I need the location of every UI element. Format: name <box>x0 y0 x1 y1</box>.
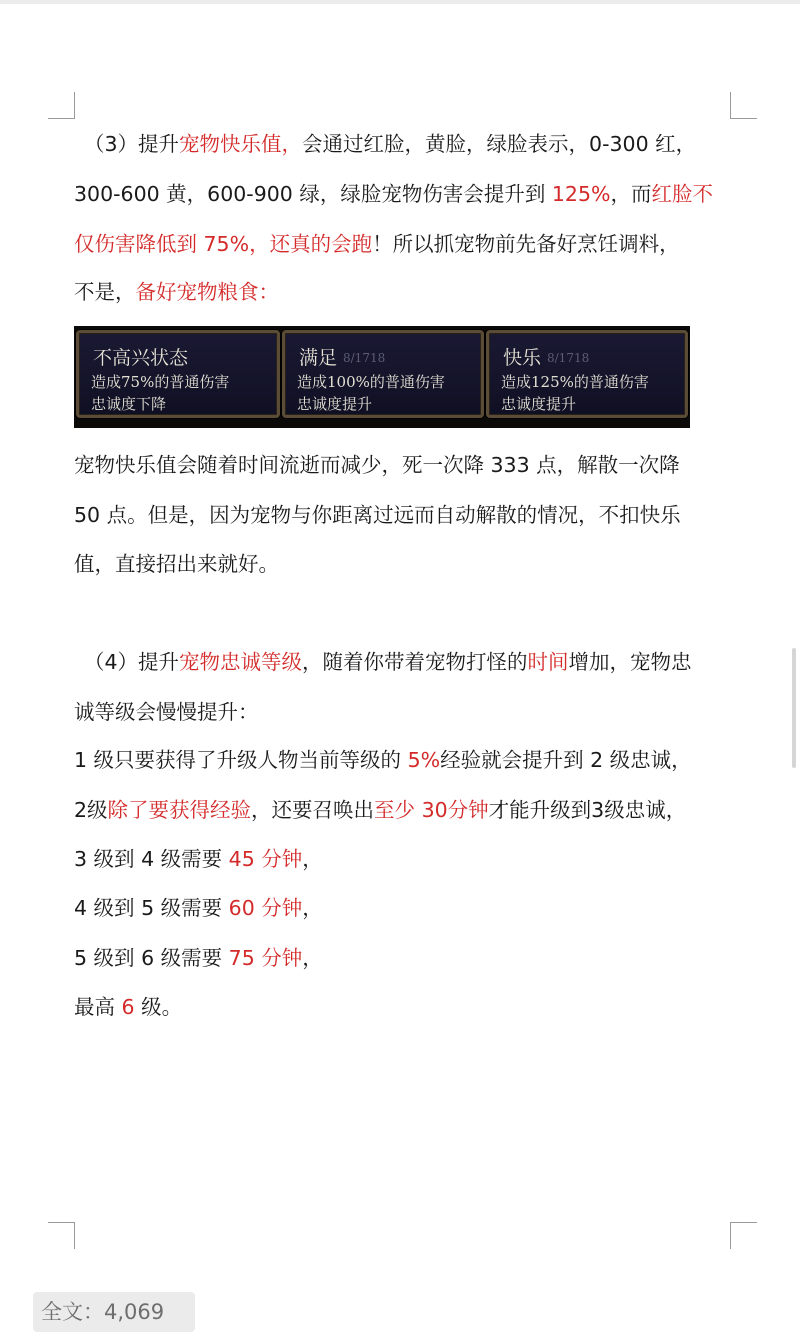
mood-panel-happy <box>486 330 688 418</box>
word-count-label: 全文： <box>41 1300 104 1324</box>
mood-loyalty: 忠诚度提升 <box>297 395 373 413</box>
section4-line-8: 最高 6 级。 <box>74 995 183 1019</box>
top-edge <box>0 0 800 4</box>
scrollbar-thumb[interactable] <box>792 648 796 768</box>
para2-line-3: 值，直接招出来就好。 <box>74 552 279 576</box>
para2-line-1: 宠物快乐值会随着时间流逝而减少，死一次降 333 点，解散一次降 <box>74 453 680 477</box>
mood-loyalty: 忠诚度下降 <box>91 395 167 413</box>
mood-value: 8/1718 <box>547 351 590 365</box>
section4-line-2: 诚等级会慢慢提升： <box>74 700 259 724</box>
pet-mood-screenshot <box>74 326 690 428</box>
section3-line-4: 不是，备好宠物粮食： <box>74 280 279 304</box>
section4-line-4: 2级除了要获得经验，还要召唤出至少 30分钟才能升级到3级忠诚， <box>74 798 687 822</box>
mood-title: 满足 <box>299 347 338 369</box>
page-corner-mark-bottom-left <box>48 1222 75 1249</box>
mood-loyalty: 忠诚度提升 <box>501 395 577 413</box>
section4-line-1: （4）提升宠物忠诚等级，随着你带着宠物打怪的时间增加，宠物忠 <box>84 650 692 674</box>
section4-line-3: 1 级只要获得了升级人物当前等级的 5%经验就会提升到 2 级忠诚， <box>74 748 692 772</box>
section4-line-7: 5 级到 6 级需要 75 分钟， <box>74 946 323 970</box>
para2-line-2: 50 点。但是，因为宠物与你距离过远而自动解散的情况，不扣快乐 <box>74 503 681 527</box>
mood-title: 快乐 <box>503 347 542 369</box>
page-corner-mark-top-left <box>48 92 75 119</box>
section3-line-3: 仅伤害降低到 75%，还真的会跑！所以抓宠物前先备好烹饪调料， <box>74 232 680 256</box>
mood-damage: 造成125%的普通伤害 <box>501 373 649 391</box>
mood-panel-satisfied <box>282 330 484 418</box>
section3-line-2: 300-600 黄，600-900 绿，绿脸宠物伤害会提升到 125%，而红脸不 <box>74 182 713 206</box>
section4-line-5: 3 级到 4 级需要 45 分钟， <box>74 847 323 871</box>
section4-line-6: 4 级到 5 级需要 60 分钟， <box>74 896 323 920</box>
word-count-badge[interactable] <box>33 1292 195 1332</box>
mood-damage: 造成100%的普通伤害 <box>297 373 445 391</box>
mood-value: 8/1718 <box>343 351 386 365</box>
mood-title: 不高兴状态 <box>93 347 189 369</box>
word-count-value: 4,069 <box>104 1300 165 1324</box>
page-corner-mark-bottom-right <box>730 1222 757 1249</box>
page-corner-mark-top-right <box>730 92 757 119</box>
mood-damage: 造成75%的普通伤害 <box>91 373 230 391</box>
section3-line-1: （3）提升宠物快乐值，会通过红脸，黄脸，绿脸表示，0-300 红， <box>84 132 697 156</box>
mood-panel-unhappy <box>76 330 280 418</box>
